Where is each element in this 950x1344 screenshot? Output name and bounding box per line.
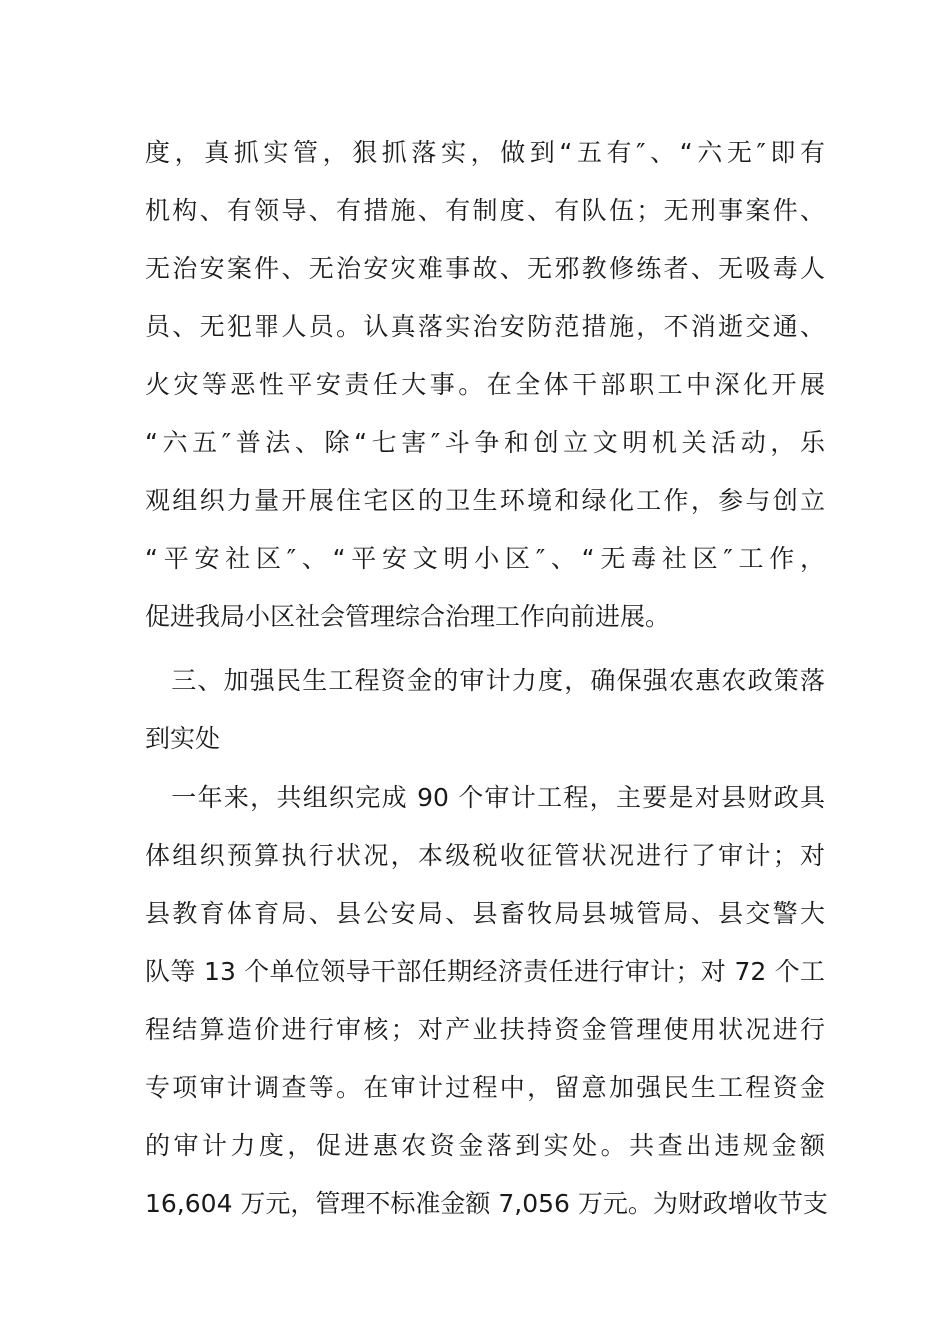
text-line: 程结算造价进行审核；对产业扶持资金管理使用状况进行 [145, 1015, 825, 1044]
text-line: 县教育体育局、县公安局、县畜牧局县城管局、县交警大 [145, 899, 825, 928]
text-line: 专项审计调查等。在审计过程中，留意加强民生工程资金 [145, 1073, 825, 1102]
text-line: 体组织预算执行状况，本级税收征管状况进行了审计；对 [145, 841, 825, 870]
text-line: 的审计力度，促进惠农资金落到实处。共查出违规金额 [145, 1131, 825, 1160]
text-line: 观组织力量开展住宅区的卫生环境和绿化工作，参与创立 [145, 486, 825, 515]
text-line: “六五″普法、除“七害″斗争和创立文明机关活动，乐 [145, 428, 825, 457]
text-line: 16,604 万元，管理不标准金额 7,056 万元。为财政增收节支 [145, 1189, 828, 1218]
text-line: 促进我局小区社会管理综合治理工作向前进展。 [145, 602, 671, 631]
text-line: 一年来，共组织完成 90 个审计工程，主要是对县财政具 [145, 783, 825, 812]
section-heading [145, 652, 825, 768]
text-line: 火灾等恶性平安责任大事。在全体干部职工中深化开展 [145, 370, 825, 399]
paragraph-audit [145, 769, 828, 1233]
heading-line: 三、加强民生工程资金的审计力度，确保强农惠农政策落 [145, 666, 825, 695]
text-line: 队等 13 个单位领导干部任期经济责任进行审计；对 72 个工 [145, 957, 825, 986]
text-line: 度，真抓实管，狠抓落实，做到“五有″、“六无″即有 [145, 138, 825, 167]
text-line: “平安社区″、“平安文明小区″、“无毒社区″工作， [145, 544, 825, 573]
text-line: 机构、有领导、有措施、有制度、有队伍；无刑事案件、 [145, 196, 825, 225]
text-line: 无治安案件、无治安灾难事故、无邪教修练者、无吸毒人 [145, 254, 825, 283]
heading-line: 到实处 [145, 724, 221, 753]
paragraph-public-security [145, 124, 825, 646]
text-line: 员、无犯罪人员。认真落实治安防范措施，不消逝交通、 [145, 312, 825, 341]
